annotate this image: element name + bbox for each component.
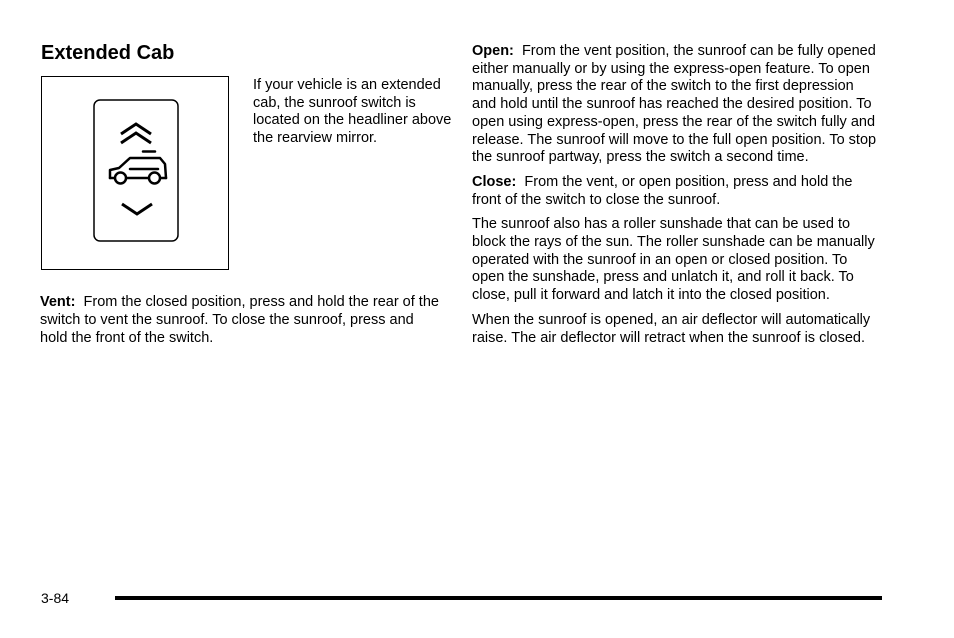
page-number: 3-84 <box>41 590 70 606</box>
open-paragraph <box>472 43 877 167</box>
deflector-paragraph: When the sunroof is opened, an air deflector will automatically raise. The air deflector will retract when the sunroof is closed. <box>472 311 871 346</box>
open-label: Open: <box>472 43 514 59</box>
vent-text: From the closed position, press and hold the rear of the switch to vent the sunroof. To close the sunroof, press and hold the front of the switch. <box>40 294 439 346</box>
intro-paragraph: If your vehicle is an extended cab, the sunroof switch is located on the headliner above the rearview mirror. <box>253 77 452 146</box>
right-column <box>472 43 877 354</box>
vent-paragraph <box>40 293 444 347</box>
sunshade-paragraph: The sunroof also has a roller sunshade that can be used to block the rays of the sun. The roller sunshade can be manually operated with the sunroof in an open or closed position. To open the sunshade, press and unlatch it, and roll it back. To close, pull it forward and latch it into the closed position. <box>472 216 875 304</box>
vent-label: Vent: <box>40 294 76 310</box>
chevron-down-icon <box>122 204 152 214</box>
double-chevron-up-icon <box>121 124 151 143</box>
close-text: From the vent, or open position, press and hold the front of the switch to close the sunroof. <box>472 173 853 208</box>
close-paragraph <box>472 174 877 209</box>
sunroof-switch-icon <box>42 77 228 268</box>
vehicle-sunroof-icon <box>110 152 166 184</box>
section-heading: Extended Cab <box>41 42 175 64</box>
open-text: From the vent position, the sunroof can be fully opened either manually or by using the express-open feature. To open manually, press the rear of the switch to the first depression and hold until the sunroof has reached the desired position. To open using express-open, press the rear of the switch fully and release. The sunroof will move to the full open position. To stop the sunroof partway, press the switch a second time. <box>472 43 877 166</box>
sunroof-switch-figure <box>41 76 229 270</box>
footer-rule <box>115 596 882 600</box>
close-label: Close: <box>472 173 517 190</box>
